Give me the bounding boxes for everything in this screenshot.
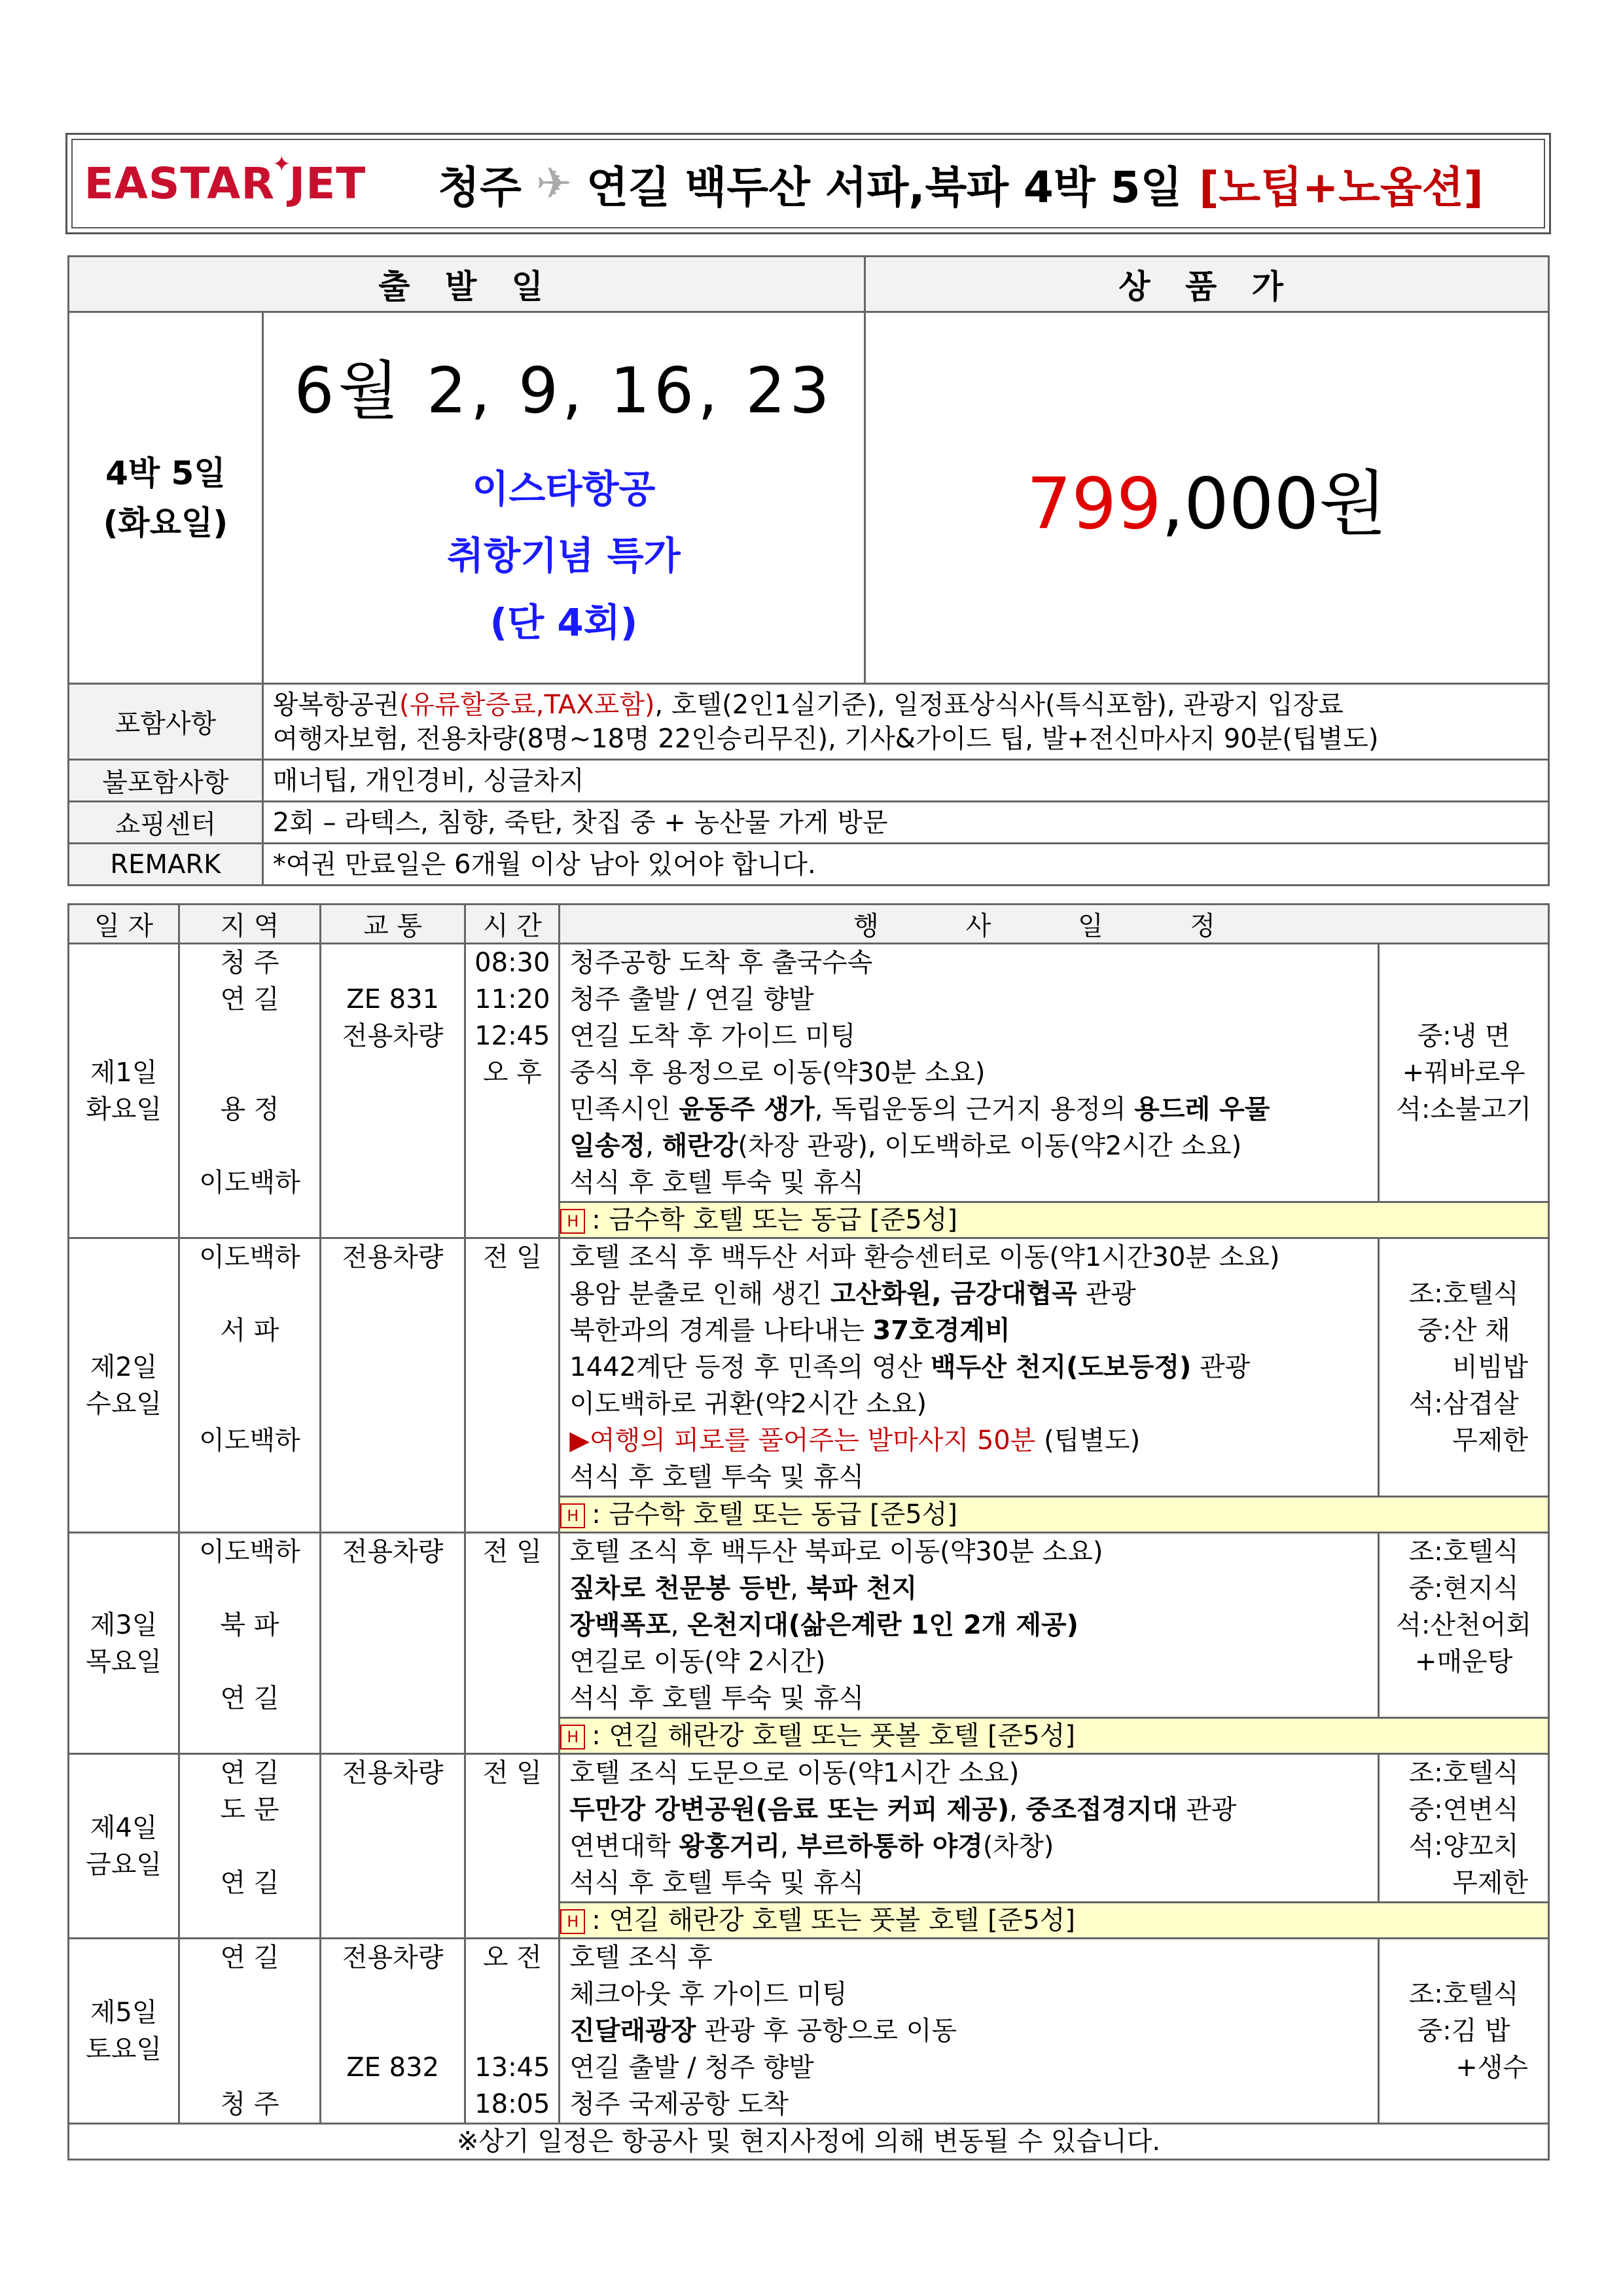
itinerary-line (569, 1091, 1378, 1128)
region (180, 1349, 319, 1386)
hotel-text: : 연길 해란강 호텔 또는 풋볼 호텔 [준5성] (592, 1905, 1075, 1935)
transport: 전용차량 (342, 1758, 444, 1788)
day-number: 제3일 (90, 1609, 158, 1640)
text: , (780, 1831, 797, 1861)
price-table (67, 255, 1550, 886)
region: 연 길 (220, 1868, 279, 1898)
transport (321, 944, 465, 981)
itinerary-line: 청주 출발 / 연길 향발 (569, 984, 814, 1014)
itinerary-line: 석식 후 호텔 투숙 및 휴식 (569, 1462, 865, 1492)
highlight: 왕홍거리 (679, 1831, 781, 1861)
schedule-footer: ※상기 일정은 항공사 및 현지사정에 의해 변동될 수 있습니다. (69, 2124, 1549, 2160)
day1-row (69, 944, 1549, 1202)
departure-dates: 6월 2, 9, 16, 23 (294, 354, 834, 427)
region (180, 1128, 319, 1164)
time: 오 후 (482, 1058, 542, 1088)
itinerary-line: 호텔 조식 도문으로 이동(약1시간 소요) (569, 1758, 1020, 1788)
text: , (790, 1573, 807, 1604)
itinerary-line: 연길로 이동(약 2시간) (569, 1647, 826, 1677)
day2-regions (179, 1238, 321, 1533)
hotel-icon: H (560, 1909, 585, 1934)
time: 18:05 (474, 2089, 550, 2119)
day1-transport (320, 944, 465, 1238)
meal: 중:연변식 (1408, 1795, 1519, 1825)
day5-transport (320, 1939, 465, 2124)
highlight: 북파 천지 (806, 1573, 918, 1604)
highlight: 용드레 우물 (1134, 1094, 1270, 1124)
header-day: 일 자 (69, 905, 179, 944)
transport (321, 2013, 465, 2049)
region (180, 2049, 319, 2086)
region: 도 문 (220, 1795, 279, 1825)
day5-label (69, 1939, 179, 2124)
shopping-text: 2회 – 라텍스, 침향, 죽탄, 찻집 중 + 농산물 가게 방문 (262, 802, 1548, 844)
highlight: 일송정 (569, 1131, 646, 1161)
excluded-label: 불포함사항 (69, 760, 263, 802)
region (180, 1976, 319, 2013)
day3-itinerary (560, 1533, 1379, 1718)
region: 이도백하 (199, 1168, 300, 1198)
meal: +매운탕 (1414, 1647, 1513, 1677)
itinerary-line: 연길 도착 후 가이드 미팅 (569, 1021, 856, 1051)
eastar-jet-logo: EASTAR ✦ JET (84, 151, 366, 209)
itinerary-line: 연길 출발 / 청주 향발 (569, 2053, 814, 2083)
day4-regions (179, 1754, 321, 1939)
meal (1380, 1939, 1548, 1976)
airplane-icon: ✈ (535, 158, 573, 209)
day-number: 제4일 (90, 1812, 158, 1843)
meal (1380, 944, 1548, 981)
region: 연 길 (220, 984, 279, 1014)
hotel-text: : 금수학 호텔 또는 동급 [준5성] (592, 1205, 957, 1235)
day4-row (69, 1754, 1549, 1903)
text: 민족시인 (569, 1094, 679, 1124)
itinerary-line: 이도백하로 귀환(약2시간 소요) (569, 1389, 927, 1419)
day2-row (69, 1238, 1549, 1497)
itinerary-line: 청주공항 도착 후 출국수속 (569, 948, 873, 978)
day3-row (69, 1533, 1549, 1718)
transport: ZE 831 (346, 984, 439, 1014)
region: 용 정 (220, 1094, 279, 1124)
text: 관광 후 공항으로 이동 (696, 2016, 957, 2046)
promo-limit: (단 4회) (490, 600, 638, 645)
day2-transport (320, 1238, 465, 1533)
text: 관광 (1177, 1795, 1237, 1825)
region (180, 1018, 319, 1054)
time: 12:45 (474, 1021, 550, 1051)
highlight: 두만강 강변공원(음료 또는 커피 제공) (569, 1795, 1010, 1825)
price-cell (865, 312, 1549, 684)
included-text (262, 684, 1548, 760)
meal: +꿔바로우 (1402, 1058, 1525, 1088)
itinerary-line: 호텔 조식 후 (569, 1943, 713, 1973)
meal: 조:호텔식 (1408, 1279, 1519, 1309)
time (466, 2013, 558, 2049)
time: 전 일 (482, 1537, 542, 1567)
day3-times (465, 1533, 560, 1754)
highlight: 온천지대(삶은계란 1인 2개 제공) (687, 1610, 1079, 1640)
header-transport: 교 통 (320, 905, 465, 944)
meal: 석:삼겹살 (1408, 1389, 1519, 1419)
star-icon: ✦ (272, 151, 292, 177)
region: 연 길 (220, 1683, 279, 1713)
day4-times (465, 1754, 560, 1939)
text: (팁별도) (1035, 1426, 1141, 1456)
meal: 석:산천어회 (1396, 1610, 1531, 1640)
schedule-table (67, 903, 1550, 2161)
itinerary-line: 석식 후 호텔 투숙 및 휴식 (569, 1868, 865, 1898)
text: , 독립운동의 근거지 용정의 (814, 1094, 1135, 1124)
text: 용암 분출로 인해 생긴 (569, 1279, 830, 1309)
meal: +생수 (1455, 2053, 1528, 2083)
day2-meals (1379, 1238, 1549, 1497)
time: 오 전 (482, 1943, 542, 1973)
meal: 중:산 채 (1417, 1316, 1510, 1346)
highlight: 부르하통하 야경 (796, 1831, 983, 1861)
itinerary-line: 호텔 조식 후 백두산 서파 환승센터로 이동(약1시간30분 소요) (569, 1242, 1280, 1272)
day1-itinerary (560, 944, 1379, 1202)
highlight: 장백폭포 (569, 1610, 671, 1640)
meal: 무제한 (1452, 1868, 1528, 1898)
day-number: 제1일 (90, 1057, 158, 1088)
transport: 전용차량 (342, 1242, 444, 1272)
shopping-label: 쇼핑센터 (69, 802, 263, 844)
hotel-text: : 금수학 호텔 또는 동급 [준5성] (592, 1499, 957, 1530)
highlight: 37호경계비 (872, 1316, 1010, 1346)
title-destination: 연길 백두산 서파,북파 4박 5일 (586, 162, 1183, 213)
remark-text: *여권 만료일은 6개월 이상 남아 있어야 합니다. (262, 844, 1548, 886)
day5-times (465, 1939, 560, 2124)
price-main: 799 (1026, 463, 1162, 545)
region (180, 1643, 319, 1680)
title-origin: 청주 (438, 162, 522, 213)
title-badge: [노팁+노옵션] (1199, 162, 1484, 213)
hotel-icon: H (560, 1209, 585, 1234)
time (466, 1976, 558, 2013)
text: , (645, 1131, 662, 1161)
included-line2: 여행자보험, 전용차량(8명~18명 22인승리무진), 기사&가이드 팁, 발+전신마사지 90분(팁별도) (272, 723, 1379, 754)
transport: 전용차량 (342, 1021, 444, 1051)
region: 이도백하 (199, 1242, 300, 1272)
day2-times (465, 1238, 560, 1533)
region: 청 주 (220, 2089, 279, 2119)
text: 관광 (1191, 1352, 1251, 1382)
time: 08:30 (474, 948, 550, 978)
day1-times (465, 944, 560, 1238)
day3-meals (1379, 1533, 1549, 1718)
region: 북 파 (220, 1610, 279, 1640)
itinerary-line: 석식 후 호텔 투숙 및 휴식 (569, 1168, 865, 1198)
meal (1380, 981, 1548, 1018)
transport: 전용차량 (342, 1943, 444, 1973)
day5-regions (179, 1939, 321, 2124)
day4-label (69, 1754, 179, 1939)
highlight: 중조접경지대 (1026, 1795, 1178, 1825)
text: 연변대학 (569, 1831, 679, 1861)
weekday: (화요일) (103, 503, 228, 542)
day5-meals (1379, 1939, 1549, 2124)
highlight: 고산화원, 금강대협곡 (830, 1279, 1077, 1309)
included-label: 포함사항 (69, 684, 263, 760)
highlight: 백두산 천지(도보등정) (931, 1352, 1192, 1382)
day4-meals (1379, 1754, 1549, 1903)
region: 연 길 (220, 1943, 279, 1973)
region (180, 1054, 319, 1091)
price-suffix: ,000원 (1161, 463, 1387, 545)
departure-header: 출 발 일 (69, 257, 865, 312)
day1-hotel (560, 1202, 1549, 1238)
day4-hotel (560, 1903, 1549, 1939)
day-weekday: 토요일 (86, 2034, 162, 2064)
day-weekday: 목요일 (86, 1646, 162, 1677)
itinerary-line: 석식 후 호텔 투숙 및 휴식 (569, 1683, 865, 1713)
title-banner (65, 133, 1551, 234)
highlight: 짚차로 천문봉 등반 (569, 1573, 791, 1604)
region (180, 2013, 319, 2049)
text: (차창) (982, 1831, 1054, 1861)
included-line1-rest: , 호텔(2인1실기준), 일정표상식사(특식포함), 관광지 입장료 (654, 689, 1344, 720)
hotel-icon: H (560, 1503, 585, 1528)
meal: 무제한 (1452, 1426, 1528, 1456)
meal: 석:양꼬치 (1408, 1831, 1519, 1861)
price-header: 상 품 가 (865, 257, 1549, 312)
meal: 중:현지식 (1408, 1573, 1519, 1604)
text: 북한과의 경계를 나타내는 (569, 1316, 873, 1346)
massage-highlight: ▶여행의 피로를 풀어주는 발마사지 50분 (569, 1426, 1036, 1456)
hotel-text: : 연길 해란강 호텔 또는 풋볼 호텔 [준5성] (592, 1721, 1075, 1751)
meal: 조:호텔식 (1408, 1979, 1519, 2009)
meal: 중:김 밥 (1417, 2016, 1510, 2046)
itinerary-line (569, 1607, 1378, 1643)
region (180, 1828, 319, 1865)
itinerary-line (569, 1422, 1378, 1459)
time: 13:45 (474, 2053, 550, 2083)
transport: ZE 832 (346, 2053, 439, 2083)
highlight: 해란강 (662, 1131, 738, 1161)
itinerary-line (569, 1828, 1378, 1865)
region: 이도백하 (199, 1537, 300, 1567)
itinerary-line (569, 1312, 1378, 1349)
promo-airline: 이스타항공 (472, 467, 656, 511)
day4-transport (320, 1754, 465, 1939)
itinerary-line (569, 1349, 1378, 1386)
region (180, 1570, 319, 1607)
day3-hotel (560, 1718, 1549, 1754)
day-number: 제5일 (90, 1998, 158, 2028)
day3-regions (179, 1533, 321, 1754)
itinerary-line (569, 1570, 1378, 1607)
header-itinerary: 행 사 일 정 (560, 905, 1549, 944)
itinerary-line: 청주 국제공항 도착 (569, 2089, 789, 2119)
transport: 전용차량 (342, 1537, 444, 1567)
meal: 중:냉 면 (1417, 1021, 1510, 1051)
day2-hotel (560, 1497, 1549, 1533)
included-airfare: 왕복항공권 (272, 689, 399, 720)
region (180, 1276, 319, 1312)
text: , (670, 1610, 688, 1640)
region (180, 1386, 319, 1422)
header-time: 시 간 (465, 905, 560, 944)
itinerary-line (569, 1791, 1378, 1828)
region: 이도백하 (199, 1426, 300, 1456)
itinerary-line: 체크아웃 후 가이드 미팅 (569, 1979, 847, 2009)
day-weekday: 화요일 (86, 1094, 162, 1124)
meal: 비빔밥 (1452, 1352, 1528, 1382)
text: (차장 관광), 이도백하로 이동(약2시간 소요) (738, 1131, 1242, 1161)
meal: 석:소불고기 (1396, 1094, 1531, 1124)
tour-title (378, 140, 1544, 227)
region: 청 주 (220, 948, 279, 978)
day2-itinerary (560, 1238, 1379, 1497)
day1-label (69, 944, 179, 1238)
day1-regions (179, 944, 321, 1238)
day5-itinerary (560, 1939, 1379, 2124)
itinerary-line (569, 2013, 1378, 2049)
duration: 4박 5일 (105, 454, 226, 492)
time: 11:20 (474, 984, 550, 1014)
time: 전 일 (482, 1758, 542, 1788)
promo-text: 취항기념 특가 (447, 533, 681, 578)
day1-meals (1379, 944, 1549, 1202)
time: 전 일 (482, 1242, 542, 1272)
highlight: 윤동주 생가 (679, 1094, 815, 1124)
meal: 조:호텔식 (1408, 1758, 1519, 1788)
included-tax-note: (유류할증료,TAX포함) (399, 689, 655, 720)
itinerary-line (569, 1128, 1378, 1164)
day4-itinerary (560, 1754, 1379, 1903)
meal (1380, 1239, 1548, 1276)
region: 연 길 (220, 1758, 279, 1788)
excluded-text: 매너팁, 개인경비, 싱글차지 (262, 760, 1548, 802)
duration-cell (69, 312, 263, 684)
day-number: 제2일 (90, 1352, 158, 1382)
day3-transport (320, 1533, 465, 1754)
remark-label: REMARK (69, 844, 263, 886)
day-weekday: 금요일 (86, 1849, 162, 1880)
day2-label (69, 1238, 179, 1533)
dates-cell (262, 312, 865, 684)
itinerary-line (569, 1276, 1378, 1312)
text: 관광 (1077, 1279, 1136, 1309)
highlight: 진달래광장 (569, 2016, 696, 2046)
hotel-icon: H (560, 1725, 585, 1749)
text: 1442계단 등정 후 민족의 영산 (569, 1352, 931, 1382)
day-weekday: 수요일 (86, 1388, 162, 1419)
meal: 조:호텔식 (1408, 1537, 1519, 1567)
day5-row (69, 1939, 1549, 2124)
itinerary-line: 중식 후 용정으로 이동(약30분 소요) (569, 1058, 986, 1088)
transport (321, 1976, 465, 2013)
region: 서 파 (220, 1316, 279, 1346)
header-region: 지 역 (179, 905, 321, 944)
day3-label (69, 1533, 179, 1754)
text: , (1009, 1795, 1026, 1825)
itinerary-line: 호텔 조식 후 백두산 북파로 이동(약30분 소요) (569, 1537, 1103, 1567)
